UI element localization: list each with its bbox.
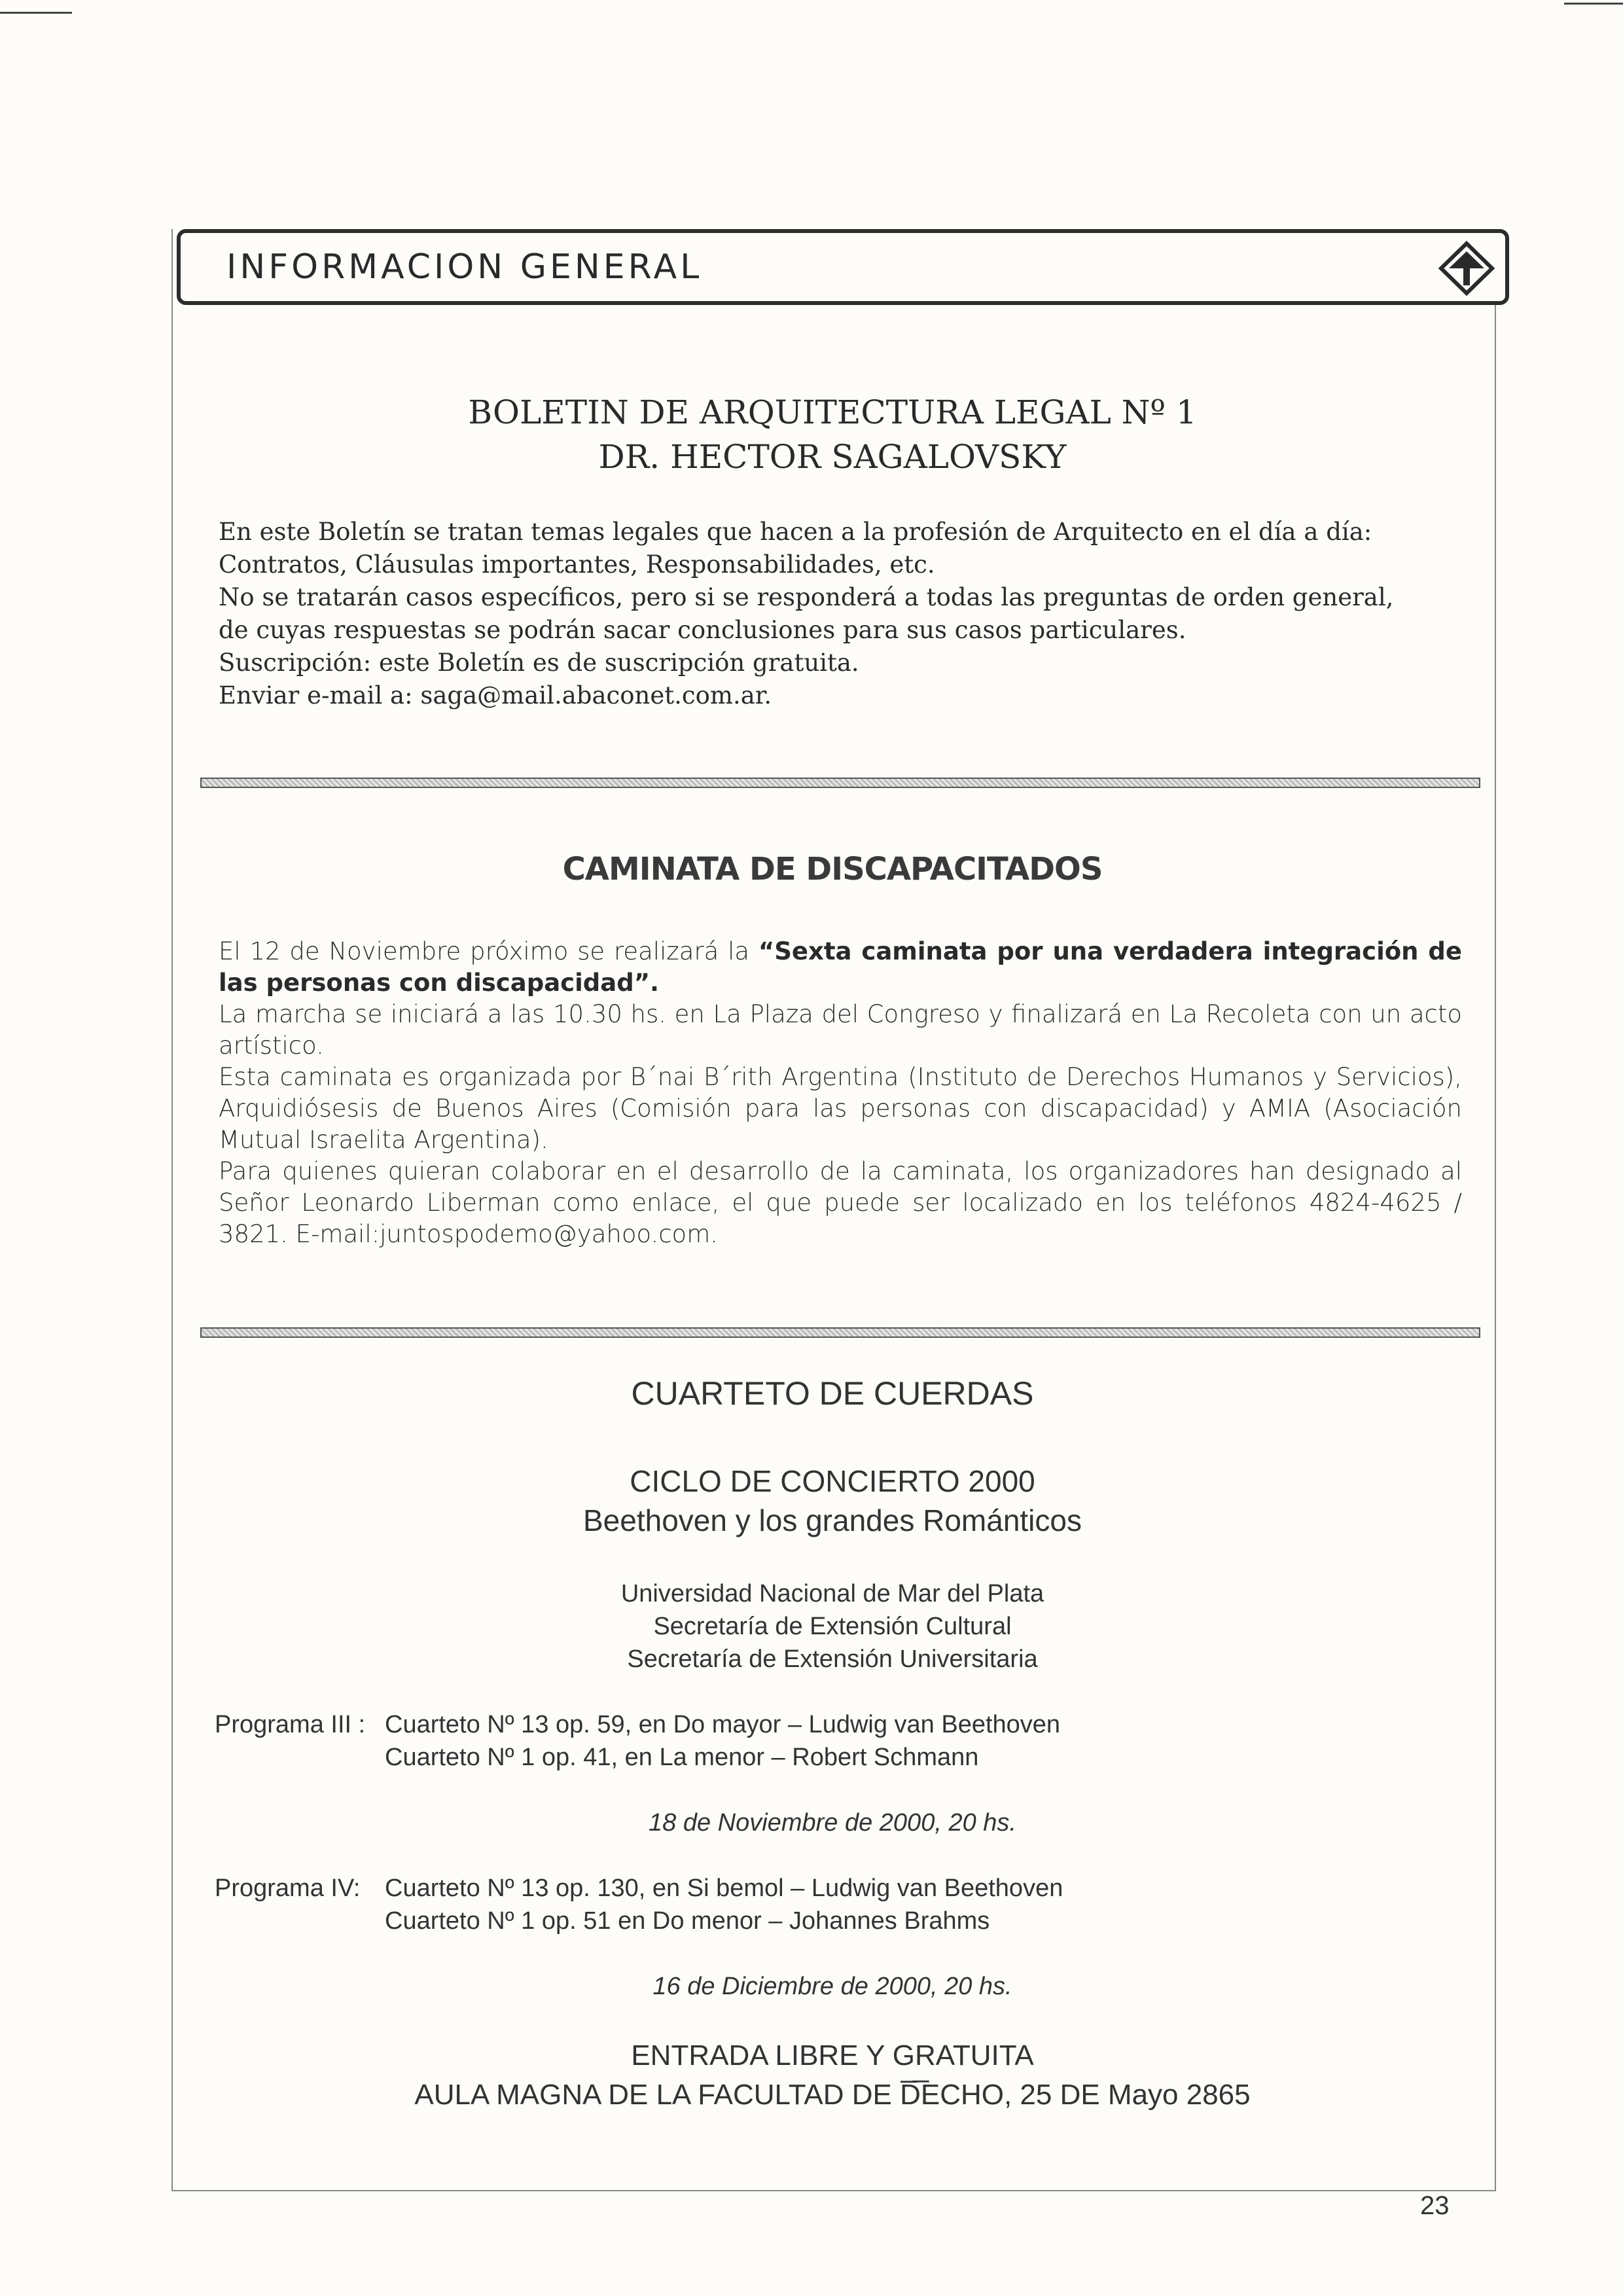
walk-title: CAMINATA DE DISCAPACITADOS [562,851,1103,888]
bulletin-line-5: Suscripción: este Boletín es de suscripción gratuita. [219,649,859,677]
venue-address: AULA MAGNA DE LA FACULTAD DE D̅̅ECHO, 25 DE Mayo 2865 [414,2079,1251,2111]
program-4-line-2: Cuarteto Nº 1 op. 51 en Do menor – Johannes Brahms [385,1907,990,1935]
program-4-date: 16 de Diciembre de 2000, 20 hs. [652,1973,1012,2000]
walk-paragraph-2: La marcha se iniciará a las 10.30 hs. en La Plaza del Congreso y finalizará en La Recoleta con un acto artístico. [219,1000,1462,1060]
bulletin-title [171,390,1493,479]
bulletin-line-3: No se tratarán casos específicos, pero si se responderá a todas las preguntas de orden general, [219,583,1394,611]
section-divider-2 [200,1327,1480,1338]
concert-cycle-subtitle: Beethoven y los grandes Románticos [583,1503,1082,1537]
bulletin-body [219,516,1462,712]
bulletin-title-line2: DR. HECTOR SAGALOVSKY [598,438,1067,476]
bulletin-title-line1: BOLETIN DE ARQUITECTURA LEGAL Nº 1 [468,393,1197,431]
organizer-3: Secretaría de Extensión Universitaria [627,1645,1038,1673]
program-4-label: Programa IV: [215,1874,361,1902]
walk-paragraph-1 [219,936,1462,999]
walk-paragraph-4: Para quienes quieran colaborar en el desarrollo de la caminata, los organizadores han designado al Señor Leonardo Liberman como enlace, el que puede ser localizado en los teléfonos 4824-4625 / 3821. E-mail:juntospodemo@yahoo.com. [219,1157,1462,1248]
program-3-label: Programa III : [215,1711,366,1738]
program-3-line-2: Cuarteto Nº 1 op. 41, en La menor – Robert Schmann [385,1744,979,1771]
walk-body [219,936,1462,1250]
scan-edge-mark-right [1564,3,1623,5]
section-divider-1 [200,778,1480,788]
entrance-notice: ENTRADA LIBRE Y GRATUITA [631,2039,1034,2072]
organizer-2: Secretaría de Extensión Cultural [653,1613,1012,1640]
header-title: INFORMACION GENERAL [226,247,703,287]
walk-lead: El 12 de Noviembre próximo se realizará la [219,937,758,965]
page-number: 23 [1420,2191,1450,2220]
bulletin-line-6: Enviar e-mail a: saga@mail.abaconet.com.ar. [219,681,772,709]
walk-event-name: “Sexta caminata por una verdadera integración de las personas con discapacidad”. [219,937,1463,997]
bulletin-line-2: Contratos, Cláusulas importantes, Responsabilidades, etc. [219,550,935,579]
program-3-date: 18 de Noviembre de 2000, 20 hs. [649,1809,1016,1837]
section-header [177,229,1509,305]
triangle-logo-icon [1437,238,1496,297]
walk-paragraph-3: Esta caminata es organizada por B´nai B´rith Argentina (Instituto de Derechos Humanos y Servicios), Arquidiósesis de Buenos Aires (Comisión para las personas con discapacidad) y AMIA (Asociación Mutual Israelita Argentina). [219,1063,1462,1154]
bulletin-line-4: de cuyas respuestas se podrán sacar conclusiones para sus casos particulares. [219,616,1186,644]
concert-cycle-title: CICLO DE CONCIERTO 2000 [630,1464,1035,1498]
bulletin-line-1: En este Boletín se tratan temas legales que hacen a la profesión de Arquitecto en el día a día: [219,518,1372,546]
organizer-1: Universidad Nacional de Mar del Plata [620,1580,1044,1607]
program-4-line-1: Cuarteto Nº 13 op. 130, en Si bemol – Ludwig van Beethoven [385,1874,1063,1902]
scan-edge-mark-left [0,12,72,14]
quartet-title: CUARTETO DE CUERDAS [631,1375,1034,1412]
program-3-line-1: Cuarteto Nº 13 op. 59, en Do mayor – Ludwig van Beethoven [385,1711,1061,1738]
